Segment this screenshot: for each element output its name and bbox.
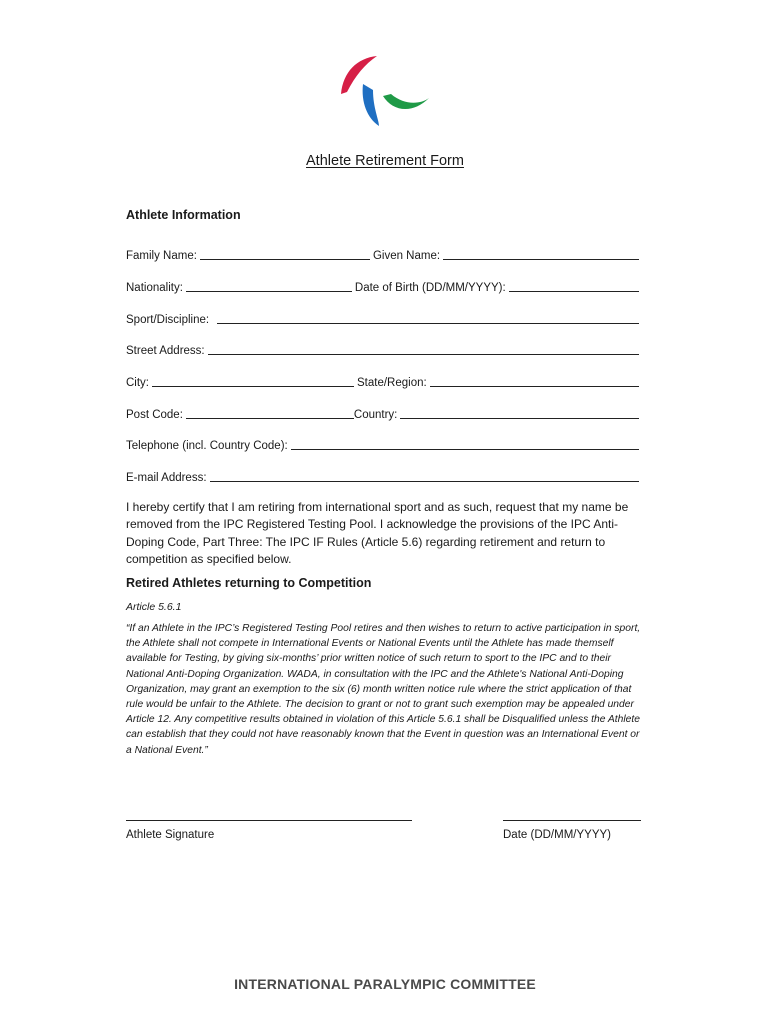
sport-label: Sport/Discipline: <box>126 314 210 326</box>
telephone-label: Telephone (incl. Country Code): <box>126 440 288 452</box>
email-label: E-mail Address: <box>126 472 207 484</box>
dob-field[interactable] <box>509 280 639 292</box>
email-field[interactable] <box>210 470 639 482</box>
country-field[interactable] <box>400 407 639 419</box>
family-name-field[interactable] <box>200 248 370 260</box>
given-name-label: Given Name: <box>372 250 441 262</box>
agitos-blue-arc <box>363 84 379 126</box>
signature-date-line[interactable] <box>503 820 641 821</box>
agitos-logo-icon <box>333 50 433 128</box>
family-name-label: Family Name: <box>126 250 197 262</box>
post-code-field[interactable] <box>186 407 354 419</box>
signature-label: Athlete Signature <box>126 829 215 841</box>
given-name-field[interactable] <box>443 248 639 260</box>
signature-date-label: Date (DD/MM/YYYY) <box>503 829 611 841</box>
country-label: Country: <box>353 409 398 421</box>
telephone-field[interactable] <box>291 438 639 450</box>
signature-line[interactable] <box>126 820 412 821</box>
nationality-label: Nationality: <box>126 282 183 294</box>
city-field[interactable] <box>152 375 354 387</box>
article-quote: “If an Athlete in the IPC’s Registered Testing Pool retires and then wishes to return to active participation in sport, the Athlete shall not compete in International Events or National Events until the Athlete has made themself available for Testing, by giving six-months’ prior written notice of such return to sport to the IPC and to their National Anti-Doping Organization. WADA, in consultation with the IPC and the Athlete's National Anti-Doping Organization, may grant an exemption to the six (6) month written notice rule where the strict application of that rule would be unfair to the Athlete. The decision to grant or not to grant such exemption may be appealed under Article 12. Any competitive results obtained in violation of this Article 5.6.1 shall be Disqualified unless the Athlete can establish that they could not have reasonably known that the Event in question was an International Event or a National Event.” <box>126 623 641 756</box>
post-code-label: Post Code: <box>126 409 183 421</box>
sport-field[interactable] <box>217 312 639 324</box>
state-region-label: State/Region: <box>357 377 427 389</box>
form-title: Athlete Retirement Form <box>306 153 464 169</box>
section-athlete-information: Athlete Information <box>126 208 241 222</box>
state-region-field[interactable] <box>430 375 639 387</box>
street-address-field[interactable] <box>208 343 639 355</box>
street-address-label: Street Address: <box>126 345 205 357</box>
agitos-green-arc <box>383 94 429 109</box>
dob-label: Date of Birth (DD/MM/YYYY): <box>354 282 506 294</box>
nationality-field[interactable] <box>186 280 352 292</box>
agitos-red-arc <box>341 56 377 94</box>
section-returning-to-competition: Retired Athletes returning to Competition <box>126 576 372 590</box>
footer-organization: INTERNATIONAL PARALYMPIC COMMITTEE <box>234 976 536 992</box>
certification-paragraph: I hereby certify that I am retiring from international sport and as such, request that my name be removed from the IPC Registered Testing Pool. I acknowledge the provisions of the IPC Anti-Doping Code, Part Three: The IPC IF Rules (Article 5.6) regarding retirement and return to competition as specified below. <box>126 500 629 566</box>
article-number: Article 5.6.1 <box>126 601 182 613</box>
city-label: City: <box>126 377 149 389</box>
